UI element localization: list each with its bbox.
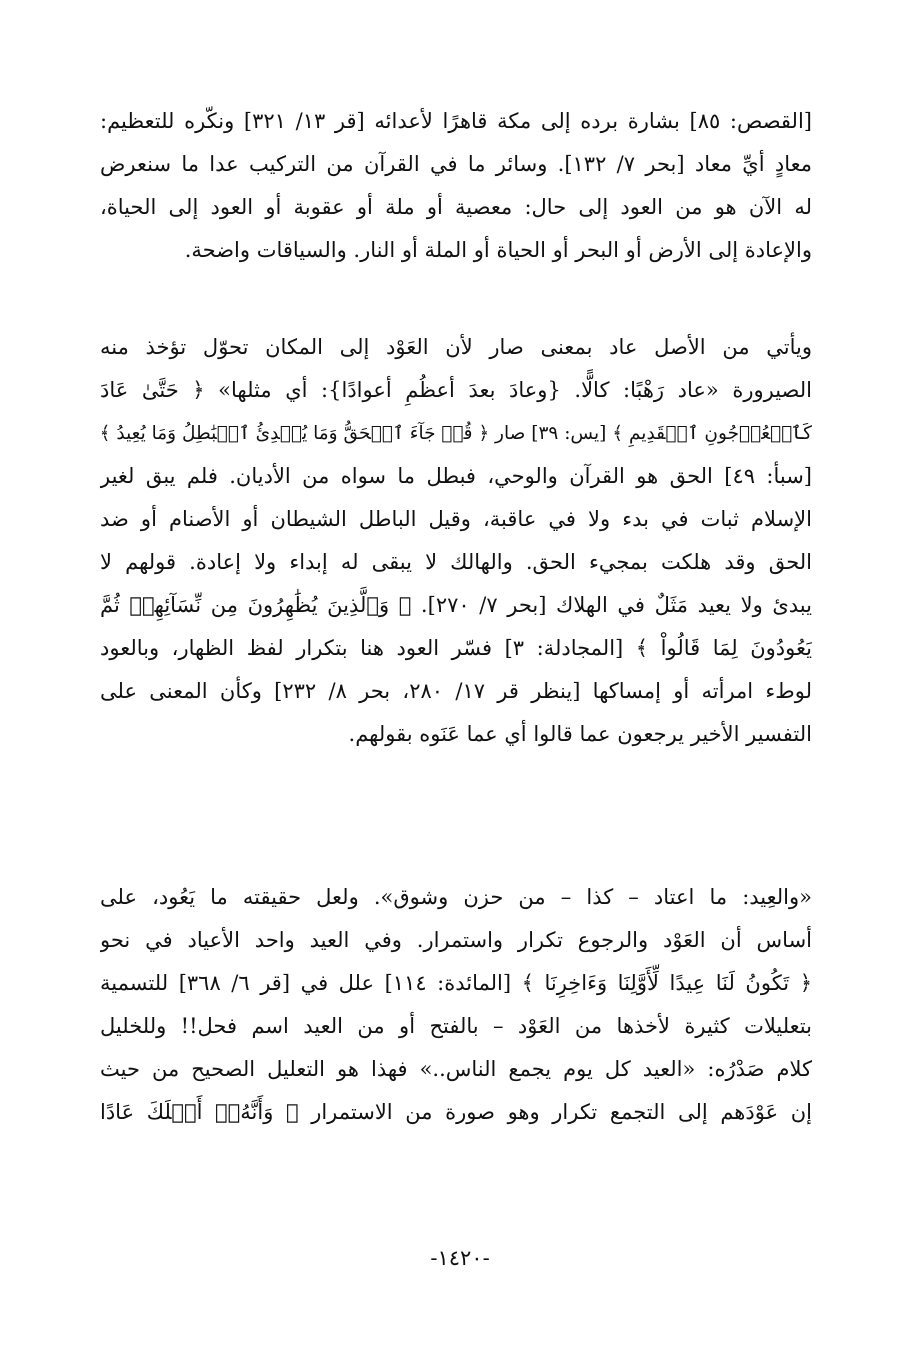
paragraph-3 bbox=[100, 876, 812, 1134]
text-line: إن عَوْدَهم إلى التجمع تكرار وهو صورة من الاستمرار ﴿ وَأَنَّهُۥٓ أَهۡلَكَ عَادًا bbox=[100, 1100, 812, 1124]
text-line: ﴿ تَكُونُ لَنَا عِيدًا لِّأَوَّلِنَا وَءَاخِرِنَا ﴾ [المائدة: ١١٤] علل في [قر ٦/ ٣٦٨] للتسمية bbox=[100, 971, 812, 995]
text-line: كلام صَدْرُه: «العيد كل يوم يجمع الناس..» فهذا هو التعليل الصحيح من حيث bbox=[100, 1057, 812, 1081]
text-line: [القصص: ٨٥] بشارة برده إلى مكة قاهرًا لأعدائه [قر ١٣/ ٣٢١] ونكّره للتعظيم: bbox=[100, 109, 812, 133]
text-line: لوطء امرأته أو إمساكها [ينظر قر ١٧/ ٢٨٠، بحر ٨/ ٢٣٢] وكأن المعنى على bbox=[100, 679, 812, 703]
text-line: الصيرورة «عاد رَهْبًا: كالًّا. {وعادَ بعدَ أعظُمِ أعوادًا}: أي مثلها» ﴿ حَتَّىٰ عَادَ bbox=[100, 378, 812, 402]
text-line: يبدئ ولا يعيد مَثَلٌ في الهلاك [بحر ٧/ ٢٧٠]. ﴿ وَٱلَّذِينَ يُظَٰهِرُونَ مِن نِّسَآئِهِمۡ ثُمَّ bbox=[100, 593, 812, 617]
page-number: -١٤٢٠- bbox=[430, 1246, 490, 1270]
text-line: يَعُودُونَ لِمَا قَالُواْ ﴾ [المجادلة: ٣] فسّر العود هنا بتكرار لفظ الظهار، وبالعود bbox=[100, 636, 812, 660]
text-line: الحق وقد هلكت بمجيء الحق. والهالك لا يبقى له إبداء ولا إعادة. قولهم لا bbox=[100, 550, 812, 574]
text-line: كَٱلۡعُرۡجُونِ ٱلۡقَدِيمِ ﴾ [يس: ٣٩] صار ﴿ قُلۡ جَآءَ ٱلۡحَقُّ وَمَا يُبۡدِئُ ٱلۡبَٰطِلُ وَمَا يُعِيدُ ﴾ bbox=[100, 423, 812, 444]
text-line: معادٍ أيِّ معاد [بحر ٧/ ١٣٢]. وسائر ما في القرآن من التركيب عدا ما سنعرض bbox=[100, 152, 812, 176]
text-line: بتعليلات كثيرة لأخذها من العَوْد – بالفتح أو من العيد اسم فحل!! وللخليل bbox=[100, 1014, 812, 1038]
text-line: «والعِيد: ما اعتاد – كذا – من حزن وشوق». ولعل حقيقته ما يَعُود، على bbox=[100, 885, 812, 909]
text-line: ويأتي من الأصل عاد بمعنى صار لأن العَوْد إلى المكان تحوّل تؤخذ منه bbox=[100, 335, 812, 359]
paragraph-1 bbox=[100, 100, 812, 272]
text-line: [سبأ: ٤٩] الحق هو القرآن والوحي، فبطل ما سواه من الأديان. فلم يبق لغير bbox=[100, 464, 812, 488]
text-line: أساس أن العَوْد والرجوع تكرار واستمرار. وفي العيد واحد الأعياد في نحو bbox=[100, 928, 812, 952]
text-line: والإعادة إلى الأرض أو البحر أو الحياة أو الملة أو النار. والسياقات واضحة. bbox=[184, 238, 812, 262]
text-line: له الآن هو من العود إلى حال: معصية أو ملة أو عقوبة أو العود إلى الحياة، bbox=[100, 195, 812, 219]
text-line: الإسلام ثبات في بدء ولا في عاقبة، وقيل الباطل الشيطان أو الأصنام أو ضد bbox=[100, 507, 812, 531]
paragraph-2 bbox=[100, 326, 812, 756]
text-line: التفسير الأخير يرجعون عما قالوا أي عما عَنَوه بقولهم. bbox=[348, 722, 812, 746]
